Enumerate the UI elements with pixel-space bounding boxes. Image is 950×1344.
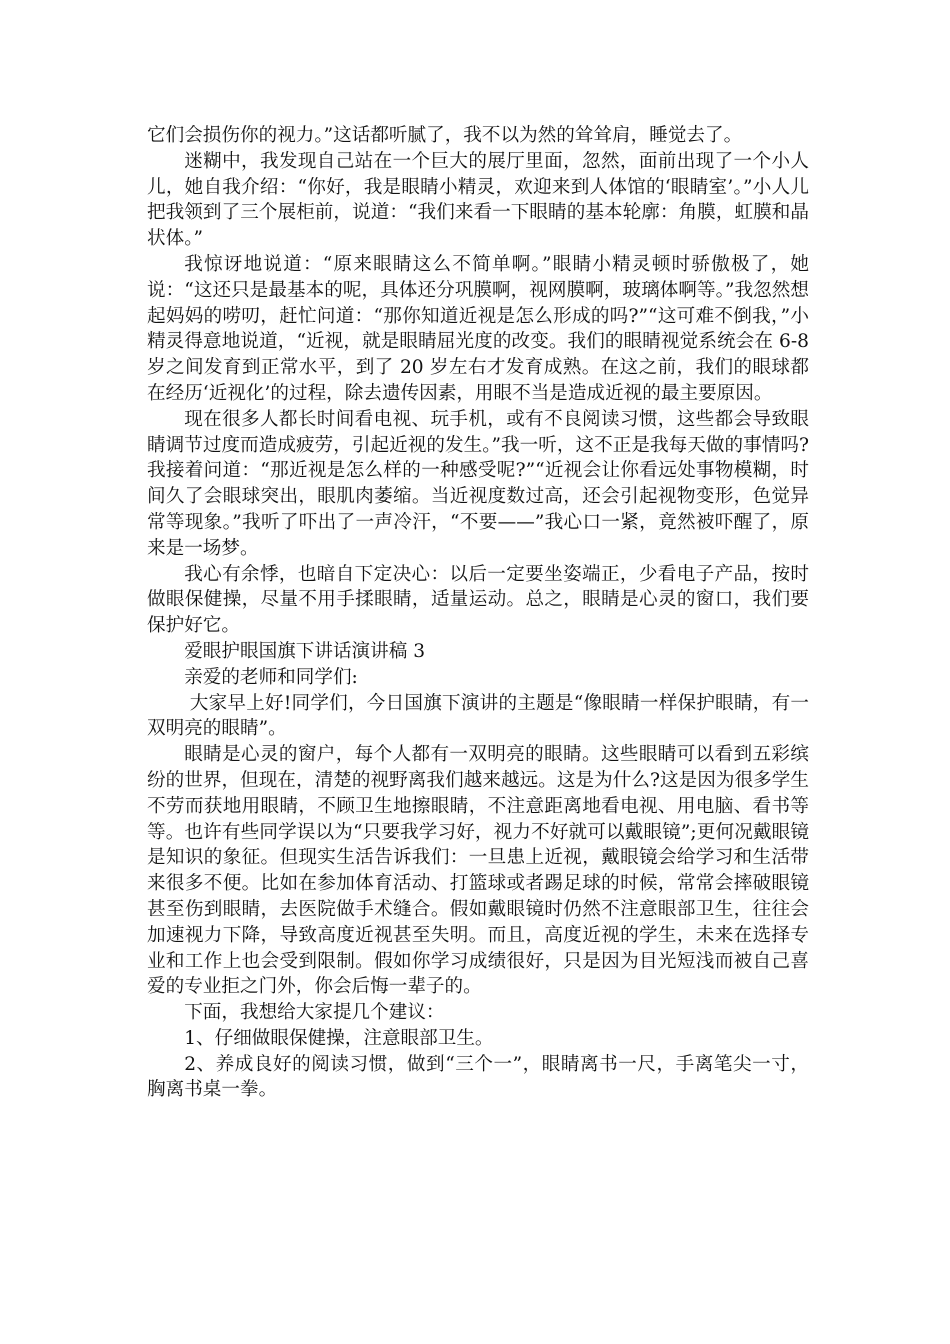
salutation: 亲爱的老师和同学们: — [184, 666, 358, 688]
section-heading: 爱眼护眼国旗下讲话演讲稿 3 — [184, 640, 426, 662]
suggestion-1: 1、仔细做眼保健操，注意眼部卫生。 — [184, 1027, 494, 1049]
paragraph-2: 迷糊中，我发现自己站在一个巨大的展厅里面，忽然，面前出现了一个小人儿，她自我介绍：“你好，我是眼睛小精灵，欢迎来到人体馆的‘眼睛室’。”小人儿把我领到了三个展柜前，说道：“我们来看一下眼睛的基本轮廓：角膜，虹膜和晶状体。” — [147, 150, 809, 250]
suggestions-intro: 下面，我想给大家提几个建议： — [184, 1002, 445, 1024]
document-body — [147, 123, 809, 1103]
paragraph-greeting: 大家早上好!同学们，今日国旗下演讲的主题是“像眼睛一样保护眼睛，有一双明亮的眼睛”。 — [147, 692, 809, 740]
paragraph-5: 我心有余悸，也暗自下定决心：以后一定要坐姿端正，少看电子产品，按时做眼保健操，尽量不用手揉眼睛，适量运动。总之，眼睛是心灵的窗口，我们要保护好它。 — [147, 563, 809, 637]
paragraph-1: 它们会损伤你的视力。”这话都听腻了，我不以为然的耸耸肩，睡觉去了。 — [147, 125, 743, 146]
paragraph-4: 现在很多人都长时间看电视、玩手机，或有不良阅读习惯，这些都会导致眼睛调节过度而造成疲劳，引起近视的发生。”我一听，这不正是我每天做的事情吗?我接着问道：“那近视是怎么样的一种感受呢?”“近视会让你看远处事物模糊，时间久了会眼球突出，眼肌肉萎缩。当近视度数过高，还会引起视物变形，色觉异常等现象。”我听了吓出了一声冷汗，“不要——”我心口一紧，竟然被吓醒了，原来是一场梦。 — [147, 408, 809, 559]
paragraph-3: 我惊讶地说道：“原来眼睛这么不简单啊。”眼睛小精灵顿时骄傲极了，她说：“这还只是最基本的呢，具体还分巩膜啊，视网膜啊，玻璃体啊等。”我忽然想起妈妈的唠叨，赶忙问道：“那你知道近视是怎么形成的吗?”“这可难不倒我，”小精灵得意地说道，“近视，就是眼睛屈光度的改变。我们的眼睛视觉系统会在 6-8 岁之间发育到正常水平，到了 20 岁左右才发育成熟。在这之前，我们的眼球都在经历‘近视化’的过程，除去遗传因素，用眼不当是造成近视的最主要原因。 — [147, 253, 809, 404]
suggestion-2: 2、养成良好的阅读习惯，做到“三个一”，眼睛离书一尺，手离笔尖一寸，胸离书桌一拳。 — [147, 1053, 809, 1101]
paragraph-eyes: 眼睛是心灵的窗户，每个人都有一双明亮的眼睛。这些眼睛可以看到五彩缤纷的世界，但现在，清楚的视野离我们越来越远。这是为什么?这是因为很多学生不劳而获地用眼睛，不顾卫生地擦眼睛，不注意距离地看电视、用电脑、看书等等。也许有些同学误以为“只要我学习好，视力不好就可以戴眼镜”;更何况戴眼镜是知识的象征。但现实生活告诉我们：一旦患上近视，戴眼镜会给学习和生活带来很多不便。比如在参加体育活动、打篮球或者踢足球的时候，常常会摔破眼镜甚至伤到眼睛，去医院做手术缝合。假如戴眼镜时仍然不注意眼部卫生，往往会加速视力下降，导致高度近视甚至失明。而且，高度近视的学生，未来在选择专业和工作上也会受到限制。假如你学习成绩很好，只是因为目光短浅而被自己喜爱的专业拒之门外，你会后悔一辈子的。 — [147, 744, 809, 998]
